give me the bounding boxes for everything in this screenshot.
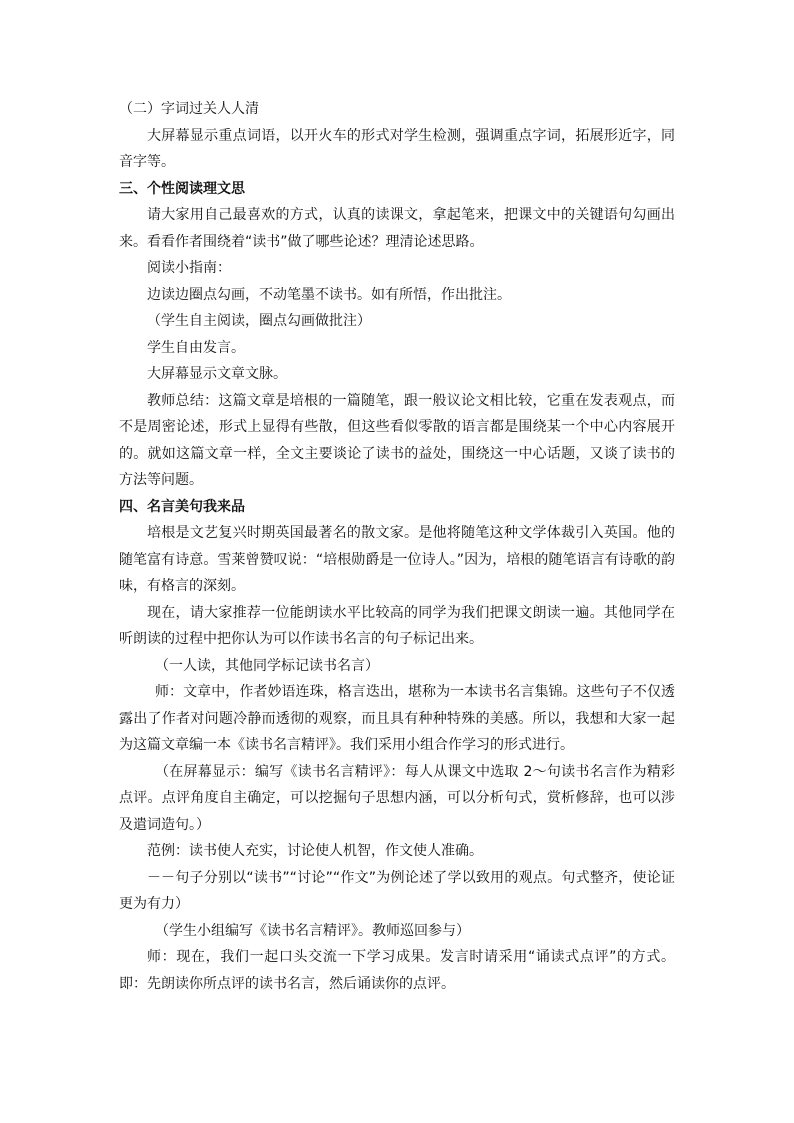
student-speech: 学生自由发言。 [147,339,245,356]
student-activity-note: （学生自主阅读，圈点勾画做批注） [147,313,371,329]
document-page [119,96,675,997]
section-4-paragraph-2: 现在，请大家推荐一位能朗读水平比较高的同学为我们把课文朗读一遍。其他同学在听朗读的过程中把你认为可以作读书名言的句子标记出来。 [119,604,675,647]
reading-activity-note: （一人读，其他同学标记读书名言） [155,657,379,674]
reading-guide-text: 边读边圈点勾画，不动笔墨不读书。如有所悟，作出批注。 [147,286,511,303]
section-4-heading: 四、名言美句我来品 [119,498,245,515]
screen-display-note: 大屏幕显示文章文脉。 [147,366,287,382]
screen-instruction: （在屏幕显示：编写《读书名言精评》：每人从课文中选取 2～句读书名言作为精彩点评。点评角度自主确定，可以挖掘句子思想内涵，可以分析句式，赏析修辞，也可以涉及遣词造句。） [119,763,675,833]
section-2-paragraph-1: 大屏幕显示重点词语，以开火车的形式对学生检测，强调重点字词，拓展形近字，同音字等。 [119,127,675,170]
section-2-title: （二）字词过关人人清 [119,101,259,117]
teacher-remark: 师：文章中，作者妙语连珠，格言迭出，堪称为一本读书名言集锦。这些句子不仅透露出了作者对问题冷静而透彻的观察，而且具有种种特殊的美感。所以，我想和大家一起为这篇文章编一本《读书名言精评》。我们采用小组合作学习的形式进行。 [119,684,675,753]
group-activity-note: （学生小组编写《读书名言精评》。教师巡回参与） [155,922,470,939]
teacher-summary: 教师总结：这篇文章是培根的一篇随笔，跟一般议论文相比较，它重在发表观点，而不是周密论述，形式上显得有些散，但这些看似零散的语言都是围绕某一个中心内容展开的。就如这篇文章一样，全文主要谈论了读书的益处，围绕这一中心话题，又谈了读书的方法等问题。 [119,392,675,488]
section-3-paragraph-1: 请大家用自己最喜欢的方式，认真的读课文，拿起笔来，把课文中的关键语句勾画出来。看看作者围绕着“读书”做了哪些论述？理清论述思路。 [119,207,675,250]
example-sentence: 范例：读书使人充实，讨论使人机智，作文使人准确。 [147,843,483,859]
teacher-instruction: 师：现在，我们一起口头交流一下学习成果。发言时请采用“诵读式点评”的方式。即：先朗读你所点评的读书名言，然后诵读你的点评。 [119,949,675,992]
reading-guide-label: 阅读小指南： [147,260,231,276]
section-3-heading: 三、个性阅读理文思 [119,180,245,197]
example-analysis: －－句子分别以“读书”“讨论”“作文”为例论述了学以致用的观点。句式整齐，使论证更为有力） [119,869,675,912]
section-4-paragraph-1: 培根是文艺复兴时期英国最著名的散文家。是他将随笔这种文学体裁引入英国。他的随笔富有诗意。雪莱曾赞叹说：“培根勋爵是一位诗人。”因为，培根的随笔语言有诗歌的韵味，有格言的深刻。 [119,525,675,594]
